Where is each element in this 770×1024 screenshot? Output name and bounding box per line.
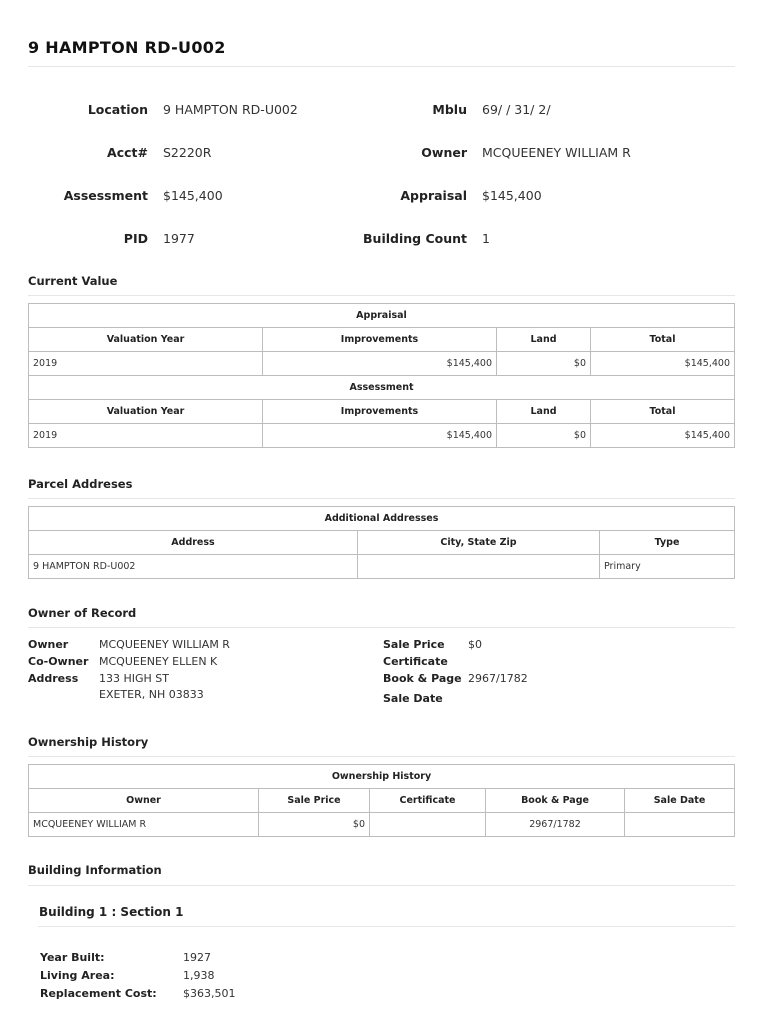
year-built-value: 1927 (183, 951, 211, 964)
col-book-page: Book & Page (486, 789, 625, 813)
coowner-value: MCQUEENEY ELLEN K (99, 655, 218, 668)
divider (28, 756, 735, 757)
ownership-history-table (28, 764, 735, 837)
acct-label: Acct# (107, 145, 148, 160)
acct-value: S2220R (163, 145, 212, 160)
ownership-history-title: Ownership History (28, 735, 149, 749)
divider (28, 66, 735, 67)
mblu-value: 69/ / 31/ 2/ (482, 102, 551, 117)
divider (28, 627, 735, 628)
cell-city-state-zip (358, 555, 600, 579)
owner-value: MCQUEENEY WILLIAM R (99, 638, 230, 651)
page-title: 9 HAMPTON RD-U002 (28, 38, 226, 57)
mblu-label: Mblu (432, 102, 467, 117)
building-count-value: 1 (482, 231, 490, 246)
address-label: Address (28, 672, 79, 685)
assessment-label: Assessment (63, 188, 148, 203)
cell-year: 2019 (29, 424, 263, 448)
col-valuation-year: Valuation Year (29, 400, 263, 424)
certificate-label: Certificate (383, 655, 448, 668)
current-value-title: Current Value (28, 274, 118, 288)
cell-year: 2019 (29, 352, 263, 376)
address-line2: EXETER, NH 03833 (99, 688, 204, 701)
coowner-label: Co-Owner (28, 655, 89, 668)
pid-label: PID (123, 231, 148, 246)
cell-sale-date (625, 813, 735, 837)
book-page-value: 2967/1782 (468, 672, 528, 685)
cell-address: 9 HAMPTON RD-U002 (29, 555, 358, 579)
address-line1: 133 HIGH ST (99, 672, 170, 685)
cell-improvements: $145,400 (263, 424, 497, 448)
cell-type: Primary (600, 555, 735, 579)
cell-land: $0 (497, 424, 591, 448)
book-page-label: Book & Page (383, 672, 462, 685)
parcel-addresses-table (28, 506, 735, 579)
col-sale-price: Sale Price (259, 789, 370, 813)
divider (38, 926, 735, 927)
cell-land: $0 (497, 352, 591, 376)
building-section-title: Building 1 : Section 1 (39, 905, 184, 919)
current-value-table (28, 303, 735, 448)
col-total: Total (591, 400, 735, 424)
divider (28, 498, 735, 499)
col-sale-date: Sale Date (625, 789, 735, 813)
living-area-value: 1,938 (183, 969, 215, 982)
col-land: Land (497, 400, 591, 424)
col-owner: Owner (29, 789, 259, 813)
cell-book-page: 2967/1782 (486, 813, 625, 837)
owner-value: MCQUEENEY WILLIAM R (482, 145, 631, 160)
assessment-caption: Assessment (29, 376, 735, 400)
year-built-label: Year Built: (40, 951, 105, 964)
cell-total: $145,400 (591, 352, 735, 376)
parcel-addresses-title: Parcel Addreses (28, 477, 133, 491)
cell-certificate (370, 813, 486, 837)
divider (28, 295, 735, 296)
col-total: Total (591, 328, 735, 352)
owner-of-record-title: Owner of Record (28, 606, 137, 620)
col-city-state-zip: City, State Zip (358, 531, 600, 555)
col-land: Land (497, 328, 591, 352)
appraisal-caption: Appraisal (29, 304, 735, 328)
table-row (29, 813, 735, 837)
replacement-cost-value: $363,501 (183, 987, 236, 1000)
sale-price-value: $0 (468, 638, 482, 651)
col-certificate: Certificate (370, 789, 486, 813)
col-valuation-year: Valuation Year (29, 328, 263, 352)
cell-sale-price: $0 (259, 813, 370, 837)
additional-addresses-caption: Additional Addresses (29, 507, 735, 531)
owner-label: Owner (421, 145, 467, 160)
table-row (29, 555, 735, 579)
pid-value: 1977 (163, 231, 195, 246)
cell-owner: MCQUEENEY WILLIAM R (29, 813, 259, 837)
location-value: 9 HAMPTON RD-U002 (163, 102, 298, 117)
cell-total: $145,400 (591, 424, 735, 448)
cell-improvements: $145,400 (263, 352, 497, 376)
ownership-history-caption: Ownership History (29, 765, 735, 789)
sale-price-label: Sale Price (383, 638, 445, 651)
replacement-cost-label: Replacement Cost: (40, 987, 157, 1000)
table-row (29, 424, 735, 448)
table-row (29, 352, 735, 376)
location-label: Location (87, 102, 148, 117)
col-type: Type (600, 531, 735, 555)
sale-date-label: Sale Date (383, 692, 443, 705)
assessment-value: $145,400 (163, 188, 223, 203)
appraisal-value: $145,400 (482, 188, 542, 203)
building-count-label: Building Count (363, 231, 467, 246)
col-improvements: Improvements (263, 328, 497, 352)
appraisal-label: Appraisal (400, 188, 467, 203)
col-address: Address (29, 531, 358, 555)
col-improvements: Improvements (263, 400, 497, 424)
living-area-label: Living Area: (40, 969, 115, 982)
owner-label: Owner (28, 638, 69, 651)
building-information-title: Building Information (28, 863, 162, 877)
divider (28, 885, 735, 886)
